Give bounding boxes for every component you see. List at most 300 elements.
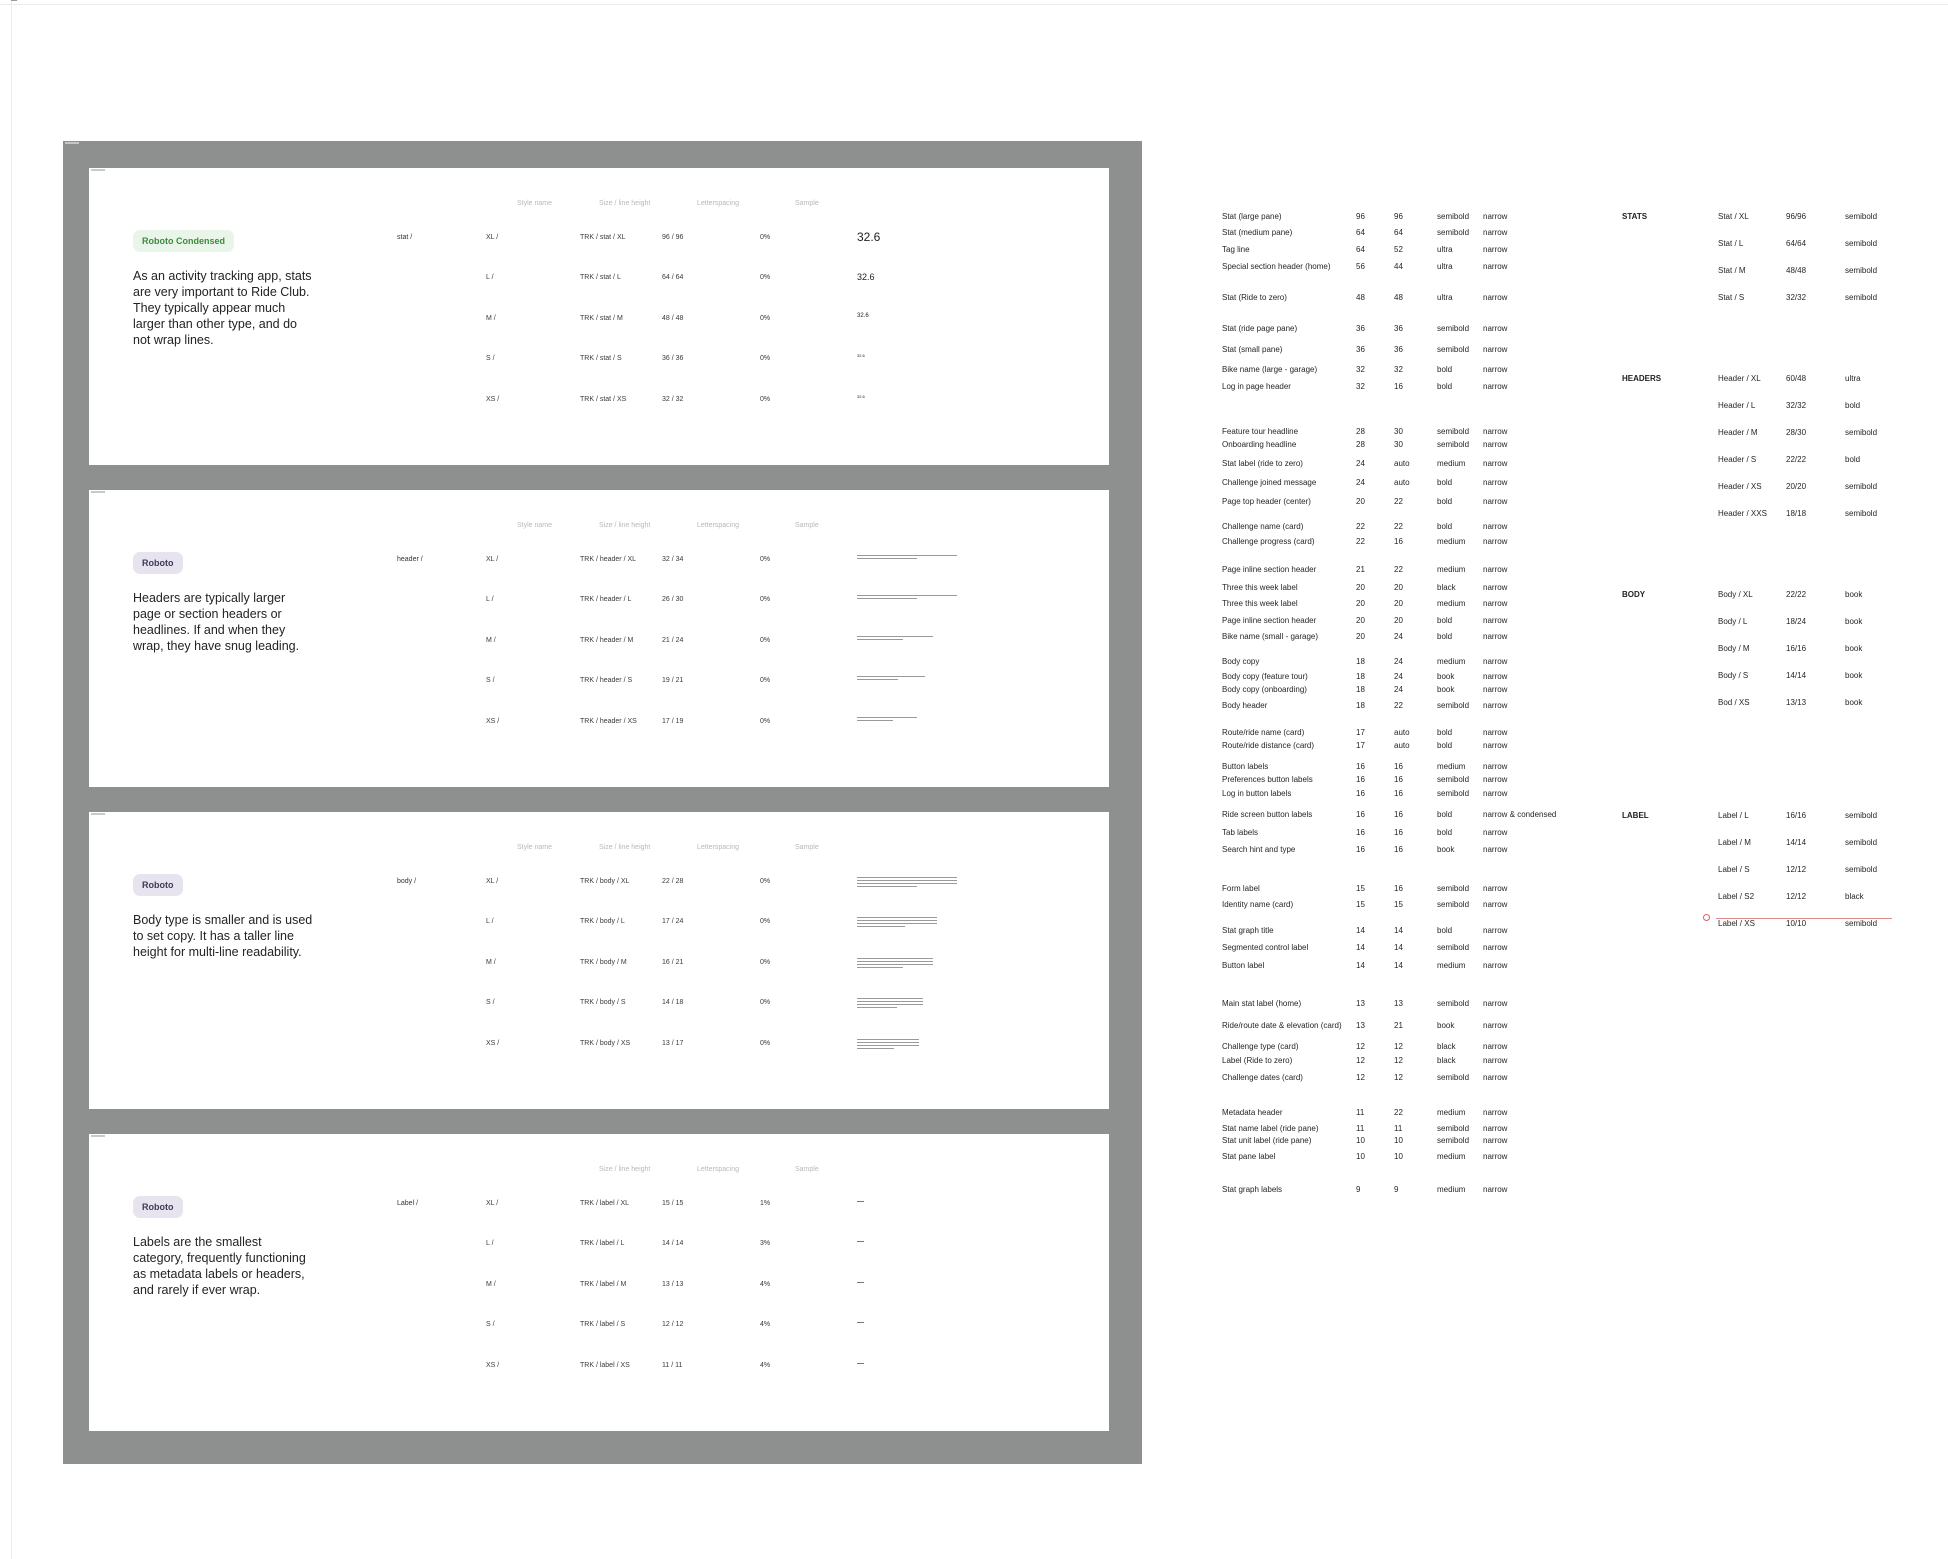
sample-label-dash — [857, 1282, 864, 1283]
spec-width: narrow — [1483, 672, 1508, 681]
spec-size: 22 — [1356, 522, 1365, 531]
spec-lh: 22 — [1394, 522, 1403, 531]
spec-size: 16 — [1356, 828, 1365, 837]
size-key: L / — [486, 596, 494, 603]
spec-size: 20 — [1356, 583, 1365, 592]
spec-name: Bike name (large - garage) — [1222, 365, 1318, 374]
summary-name: Body / S — [1718, 671, 1749, 680]
spec-name: Bike name (small - garage) — [1222, 632, 1319, 641]
size-line-height: 17 / 24 — [662, 918, 684, 925]
size-key: XL / — [486, 1200, 499, 1207]
spec-weight: book — [1437, 845, 1455, 854]
sample-text-block — [857, 595, 957, 601]
spec-weight: medium — [1437, 1185, 1466, 1194]
spec-lh: 12 — [1394, 1056, 1403, 1065]
summary-size: 18/24 — [1786, 617, 1807, 626]
spec-weight: book — [1437, 685, 1455, 694]
spec-lh: 16 — [1394, 810, 1403, 819]
spec-weight: bold — [1437, 497, 1453, 506]
column-header-spacing: Letterspacing — [697, 522, 740, 529]
spec-width: narrow — [1483, 427, 1508, 436]
spec-size: 64 — [1356, 245, 1365, 254]
spec-name: Stat (Ride to zero) — [1222, 293, 1287, 302]
spec-weight: semibold — [1437, 884, 1470, 893]
spec-name: Stat name label (ride pane) — [1222, 1124, 1319, 1133]
canvas-left-rule — [11, 0, 12, 1559]
spec-weight: bold — [1437, 632, 1453, 641]
spec-width: narrow — [1483, 632, 1508, 641]
spec-size: 11 — [1356, 1108, 1365, 1117]
summary-name: Label / S2 — [1718, 892, 1755, 901]
spec-weight: bold — [1437, 728, 1453, 737]
spec-weight: semibold — [1437, 1073, 1470, 1082]
size-line-height: 36 / 36 — [662, 355, 684, 362]
spec-lh: 16 — [1394, 884, 1403, 893]
spec-size: 14 — [1356, 961, 1365, 970]
spec-name: Body header — [1222, 701, 1268, 710]
summary-weight: book — [1845, 671, 1863, 680]
spec-size: 16 — [1356, 789, 1365, 798]
spec-width: narrow — [1483, 1152, 1508, 1161]
style-card[interactable] — [89, 168, 1109, 465]
spec-size: 10 — [1356, 1136, 1365, 1145]
spec-weight: bold — [1437, 741, 1453, 750]
summary-size: 16/16 — [1786, 811, 1807, 820]
size-key: L / — [486, 918, 494, 925]
summary-name: Header / XL — [1718, 374, 1761, 383]
spec-width: narrow — [1483, 324, 1508, 333]
sample-label-dash — [857, 1322, 864, 1323]
size-key: XS / — [486, 1040, 500, 1047]
summary-name: Header / XXS — [1718, 509, 1767, 518]
style-name: TRK / label / M — [580, 1281, 627, 1288]
spec-size: 16 — [1356, 762, 1365, 771]
letterspacing-value: 0% — [760, 315, 771, 322]
spec-lh: 24 — [1394, 657, 1403, 666]
spec-lh: 13 — [1394, 999, 1403, 1008]
summary-weight: black — [1845, 892, 1864, 901]
spec-size: 20 — [1356, 599, 1365, 608]
spec-name: Log in page header — [1222, 382, 1291, 391]
size-line-height: 26 / 30 — [662, 596, 684, 603]
spec-weight: semibold — [1437, 212, 1470, 221]
summary-name: Label / L — [1718, 811, 1749, 820]
summary-size: 10/10 — [1786, 919, 1807, 928]
spec-width: narrow — [1483, 701, 1508, 710]
spec-name: Special section header (home) — [1222, 262, 1331, 271]
spec-lh: auto — [1394, 478, 1410, 487]
style-name: TRK / stat / XL — [580, 234, 626, 241]
column-header-size: Size / line height — [599, 1166, 651, 1173]
spec-width: narrow — [1483, 583, 1508, 592]
spec-width: narrow — [1483, 522, 1508, 531]
spec-size: 10 — [1356, 1152, 1365, 1161]
size-line-height: 32 / 34 — [662, 556, 684, 563]
spec-lh: 16 — [1394, 382, 1403, 391]
spec-weight: medium — [1437, 565, 1466, 574]
spec-width: narrow — [1483, 775, 1508, 784]
spec-lh: 30 — [1394, 440, 1403, 449]
summary-size: 32/32 — [1786, 293, 1807, 302]
spec-size: 14 — [1356, 943, 1365, 952]
spec-width: narrow — [1483, 1073, 1508, 1082]
section-description: Body type is smaller and is used to set copy. It has a taller line height for multi-line readability. — [133, 913, 313, 959]
style-name: TRK / header / L — [580, 596, 632, 603]
spec-weight: bold — [1437, 365, 1453, 374]
spec-width: narrow — [1483, 497, 1508, 506]
spec-lh: 16 — [1394, 537, 1403, 546]
summary-size: 12/12 — [1786, 865, 1807, 874]
spec-name: Button labels — [1222, 762, 1269, 771]
column-header-sample: Sample — [795, 844, 819, 851]
size-key: XS / — [486, 396, 500, 403]
spec-width: narrow — [1483, 845, 1508, 854]
spec-lh: auto — [1394, 459, 1410, 468]
column-header-sample: Sample — [795, 522, 819, 529]
size-line-height: 11 / 11 — [662, 1362, 683, 1369]
style-group-label: stat / — [397, 234, 413, 241]
spec-weight: medium — [1437, 599, 1466, 608]
spec-width: narrow — [1483, 382, 1508, 391]
spec-name: Stat unit label (ride pane) — [1222, 1136, 1312, 1145]
spec-weight: medium — [1437, 1152, 1466, 1161]
size-line-height: 22 / 28 — [662, 878, 684, 885]
size-line-height: 32 / 32 — [662, 396, 684, 403]
spec-lh: 14 — [1394, 926, 1403, 935]
spec-width: narrow — [1483, 762, 1508, 771]
spec-name: Route/ride name (card) — [1222, 728, 1305, 737]
spec-width: narrow — [1483, 228, 1508, 237]
section-description: Headers are typically larger page or section headers or headlines. If and when they wrap, they have snug leading. — [133, 591, 300, 653]
font-family-badge: Roboto — [133, 1196, 183, 1218]
type-styles-board[interactable] — [63, 141, 1142, 1464]
size-line-height: 64 / 64 — [662, 274, 684, 281]
size-line-height: 48 / 48 — [662, 315, 684, 322]
summary-size: 28/30 — [1786, 428, 1807, 437]
summary-name: Stat / M — [1718, 266, 1746, 275]
spec-lh: 44 — [1394, 262, 1403, 271]
spec-lh: 12 — [1394, 1042, 1403, 1051]
size-key: M / — [486, 637, 496, 644]
spec-weight: medium — [1437, 961, 1466, 970]
spec-size: 17 — [1356, 728, 1365, 737]
spec-width: narrow — [1483, 789, 1508, 798]
spec-weight: semibold — [1437, 345, 1470, 354]
style-name: TRK / body / M — [580, 959, 627, 966]
size-key: S / — [486, 677, 495, 684]
spec-width: narrow — [1483, 943, 1508, 952]
summary-name: Stat / XL — [1718, 212, 1749, 221]
spec-lh: 22 — [1394, 565, 1403, 574]
spec-width: narrow — [1483, 293, 1508, 302]
style-card[interactable] — [89, 490, 1109, 787]
style-name: TRK / stat / M — [580, 315, 623, 322]
summary-weight: ultra — [1845, 374, 1861, 383]
spec-size: 28 — [1356, 440, 1365, 449]
summary-size: 14/14 — [1786, 671, 1807, 680]
sample-text-block — [857, 1039, 919, 1051]
style-name: TRK / label / XS — [580, 1362, 630, 1369]
spec-lh: 48 — [1394, 293, 1403, 302]
card-frame-label — [91, 1135, 105, 1137]
letterspacing-value: 4% — [760, 1281, 771, 1288]
section-description: Labels are the smallest category, frequently functioning as metadata labels or headers, and rarely if ever wrap. — [133, 1235, 306, 1297]
size-key: XL / — [486, 878, 499, 885]
letterspacing-value: 0% — [760, 677, 771, 684]
spec-name: Stat (medium pane) — [1222, 228, 1293, 237]
column-header-style: Style name — [517, 522, 553, 529]
summary-weight: semibold — [1845, 266, 1878, 275]
spec-name: Ride screen button labels — [1222, 810, 1313, 819]
spec-width: narrow — [1483, 999, 1508, 1008]
sample-label-dash — [857, 1363, 864, 1364]
style-name: TRK / header / M — [580, 637, 634, 644]
style-name: TRK / label / L — [580, 1240, 625, 1247]
spec-lh: 21 — [1394, 1021, 1403, 1030]
summary-name: Stat / L — [1718, 239, 1744, 248]
size-line-height: 21 / 24 — [662, 637, 684, 644]
letterspacing-value: 0% — [760, 878, 771, 885]
spec-weight: semibold — [1437, 228, 1470, 237]
summary-weight: bold — [1845, 455, 1861, 464]
spec-lh: 14 — [1394, 961, 1403, 970]
letterspacing-value: 4% — [760, 1321, 771, 1328]
spec-size: 14 — [1356, 926, 1365, 935]
summary-weight: book — [1845, 590, 1863, 599]
column-header-size: Size / line height — [599, 844, 651, 851]
letterspacing-value: 0% — [760, 918, 771, 925]
spec-size: 48 — [1356, 293, 1365, 302]
spec-width: narrow — [1483, 926, 1508, 935]
spec-width: narrow — [1483, 565, 1508, 574]
spec-size: 96 — [1356, 212, 1365, 221]
spec-lh: 22 — [1394, 497, 1403, 506]
spec-size: 12 — [1356, 1073, 1365, 1082]
spec-lh: 10 — [1394, 1136, 1403, 1145]
spec-name: Stat (large pane) — [1222, 212, 1282, 221]
spec-size: 13 — [1356, 1021, 1365, 1030]
style-group-label: Label / — [397, 1200, 419, 1207]
spec-name: Three this week label — [1222, 599, 1298, 608]
summary-name: Header / M — [1718, 428, 1758, 437]
spec-lh: 36 — [1394, 324, 1403, 333]
summary-name: Header / S — [1718, 455, 1757, 464]
summary-size: 22/22 — [1786, 590, 1807, 599]
warning-icon[interactable] — [1703, 914, 1710, 921]
spec-width: narrow — [1483, 459, 1508, 468]
spec-size: 16 — [1356, 775, 1365, 784]
spec-weight: medium — [1437, 459, 1466, 468]
spec-size: 28 — [1356, 427, 1365, 436]
spec-weight: semibold — [1437, 324, 1470, 333]
style-name: TRK / body / XS — [580, 1040, 631, 1047]
summary-weight: semibold — [1845, 212, 1878, 221]
spec-lh: 24 — [1394, 632, 1403, 641]
spec-weight: semibold — [1437, 999, 1470, 1008]
size-key: L / — [486, 1240, 494, 1247]
spec-width: narrow — [1483, 828, 1508, 837]
spec-lh: 20 — [1394, 583, 1403, 592]
style-name: TRK / body / S — [580, 999, 626, 1006]
letterspacing-value: 0% — [760, 959, 771, 966]
spec-width: narrow — [1483, 1056, 1508, 1065]
spec-width: narrow — [1483, 478, 1508, 487]
spec-size: 18 — [1356, 685, 1365, 694]
spec-lh: 22 — [1394, 701, 1403, 710]
spec-name: Stat (ride page pane) — [1222, 324, 1298, 333]
spec-name: Stat graph title — [1222, 926, 1274, 935]
spec-name: Challenge type (card) — [1222, 1042, 1299, 1051]
style-name: TRK / stat / XS — [580, 396, 627, 403]
spec-size: 24 — [1356, 459, 1365, 468]
board-frame-label — [65, 142, 79, 144]
spec-width: narrow — [1483, 365, 1508, 374]
size-key: S / — [486, 1321, 495, 1328]
spec-weight: black — [1437, 583, 1456, 592]
font-family-badge: Roboto — [133, 874, 183, 896]
size-key: M / — [486, 959, 496, 966]
summary-name: Bod / XS — [1718, 698, 1750, 707]
style-group-label: header / — [397, 556, 423, 563]
card-frame-label — [91, 169, 105, 171]
spec-lh: 24 — [1394, 685, 1403, 694]
column-header-sample: Sample — [795, 200, 819, 207]
canvas-corner-tick — [11, 0, 17, 1]
spec-lh: 24 — [1394, 672, 1403, 681]
spec-weight: bold — [1437, 382, 1453, 391]
spec-name: Tag line — [1222, 245, 1250, 254]
sample-text-block — [857, 877, 957, 889]
spec-name: Button label — [1222, 961, 1265, 970]
spec-size: 56 — [1356, 262, 1365, 271]
spec-lh: 30 — [1394, 427, 1403, 436]
sample-value: 32.6 — [857, 272, 875, 282]
spec-width: narrow & condensed — [1483, 810, 1557, 819]
spec-lh: 16 — [1394, 828, 1403, 837]
style-card[interactable] — [89, 1134, 1109, 1431]
spec-weight: bold — [1437, 478, 1453, 487]
size-line-height: 14 / 18 — [662, 999, 684, 1006]
spec-lh: 12 — [1394, 1073, 1403, 1082]
spec-weight: semibold — [1437, 440, 1470, 449]
spec-weight: semibold — [1437, 775, 1470, 784]
summary-weight: bold — [1845, 401, 1861, 410]
spec-weight: bold — [1437, 810, 1453, 819]
spec-width: narrow — [1483, 1124, 1508, 1133]
size-key: XL / — [486, 234, 499, 241]
spec-size: 36 — [1356, 324, 1365, 333]
spec-size: 64 — [1356, 228, 1365, 237]
spec-size: 16 — [1356, 810, 1365, 819]
spec-lh: 32 — [1394, 365, 1403, 374]
spec-width: narrow — [1483, 599, 1508, 608]
spec-weight: semibold — [1437, 789, 1470, 798]
size-key: M / — [486, 1281, 496, 1288]
spec-lh: auto — [1394, 741, 1410, 750]
summary-size: 18/18 — [1786, 509, 1807, 518]
spec-weight: semibold — [1437, 900, 1470, 909]
summary-weight: semibold — [1845, 811, 1878, 820]
spec-size: 20 — [1356, 616, 1365, 625]
letterspacing-value: 3% — [760, 1240, 771, 1247]
letterspacing-value: 0% — [760, 637, 771, 644]
spec-width: narrow — [1483, 884, 1508, 893]
spec-size: 16 — [1356, 845, 1365, 854]
column-header-style: Style name — [517, 844, 553, 851]
spec-lh: 36 — [1394, 345, 1403, 354]
spec-size: 11 — [1356, 1124, 1365, 1133]
spec-lh: 15 — [1394, 900, 1403, 909]
spec-lh: 16 — [1394, 789, 1403, 798]
summary-weight: semibold — [1845, 919, 1878, 928]
spec-lh: 16 — [1394, 845, 1403, 854]
sample-label-dash — [857, 1201, 864, 1202]
spec-name: Challenge joined message — [1222, 478, 1317, 487]
summary-size: 96/96 — [1786, 212, 1807, 221]
spec-size: 9 — [1356, 1185, 1361, 1194]
sample-text-block — [857, 717, 917, 723]
spec-width: narrow — [1483, 262, 1508, 271]
size-key: XS / — [486, 1362, 500, 1369]
spec-name: Preferences button labels — [1222, 775, 1313, 784]
summary-weight: semibold — [1845, 865, 1878, 874]
spec-lh: 10 — [1394, 1152, 1403, 1161]
spec-name: Form label — [1222, 884, 1260, 893]
size-line-height: 13 / 17 — [662, 1040, 684, 1047]
spec-size: 22 — [1356, 537, 1365, 546]
column-header-size: Size / line height — [599, 200, 651, 207]
spec-size: 12 — [1356, 1056, 1365, 1065]
letterspacing-value: 0% — [760, 556, 771, 563]
summary-group-header: STATS — [1622, 212, 1648, 221]
spec-weight: medium — [1437, 1108, 1466, 1117]
sample-text-block — [857, 958, 933, 970]
spec-size: 15 — [1356, 900, 1365, 909]
style-name: TRK / label / S — [580, 1321, 626, 1328]
column-header-size: Size / line height — [599, 522, 651, 529]
spec-size: 18 — [1356, 701, 1365, 710]
letterspacing-value: 0% — [760, 274, 771, 281]
letterspacing-value: 0% — [760, 396, 771, 403]
spec-name: Log in button labels — [1222, 789, 1292, 798]
style-card[interactable] — [89, 812, 1109, 1109]
spec-name: Stat (small pane) — [1222, 345, 1283, 354]
spec-size: 17 — [1356, 741, 1365, 750]
spec-weight: bold — [1437, 828, 1453, 837]
font-family-badge: Roboto Condensed — [133, 230, 234, 252]
size-key: S / — [486, 355, 495, 362]
spec-weight: book — [1437, 672, 1455, 681]
column-header-spacing: Letterspacing — [697, 844, 740, 851]
style-name: TRK / header / XS — [580, 718, 637, 725]
spec-width: narrow — [1483, 1021, 1508, 1030]
sample-label-dash — [857, 1241, 864, 1242]
spec-width: narrow — [1483, 616, 1508, 625]
letterspacing-value: 0% — [760, 234, 771, 241]
section-description: As an activity tracking app, stats are very important to Ride Club. They typically appear much larger than other type, and do not wrap lines. — [133, 269, 312, 347]
sample-text-block — [857, 636, 933, 642]
column-header-style: Style name — [517, 200, 553, 207]
sample-text-block — [857, 917, 937, 929]
spec-width: narrow — [1483, 1042, 1508, 1051]
letterspacing-value: 0% — [760, 596, 771, 603]
summary-weight: semibold — [1845, 239, 1878, 248]
spec-weight: semibold — [1437, 1136, 1470, 1145]
summary-size: 16/16 — [1786, 644, 1807, 653]
spec-lh: 16 — [1394, 762, 1403, 771]
spec-size: 18 — [1356, 657, 1365, 666]
summary-weight: book — [1845, 644, 1863, 653]
